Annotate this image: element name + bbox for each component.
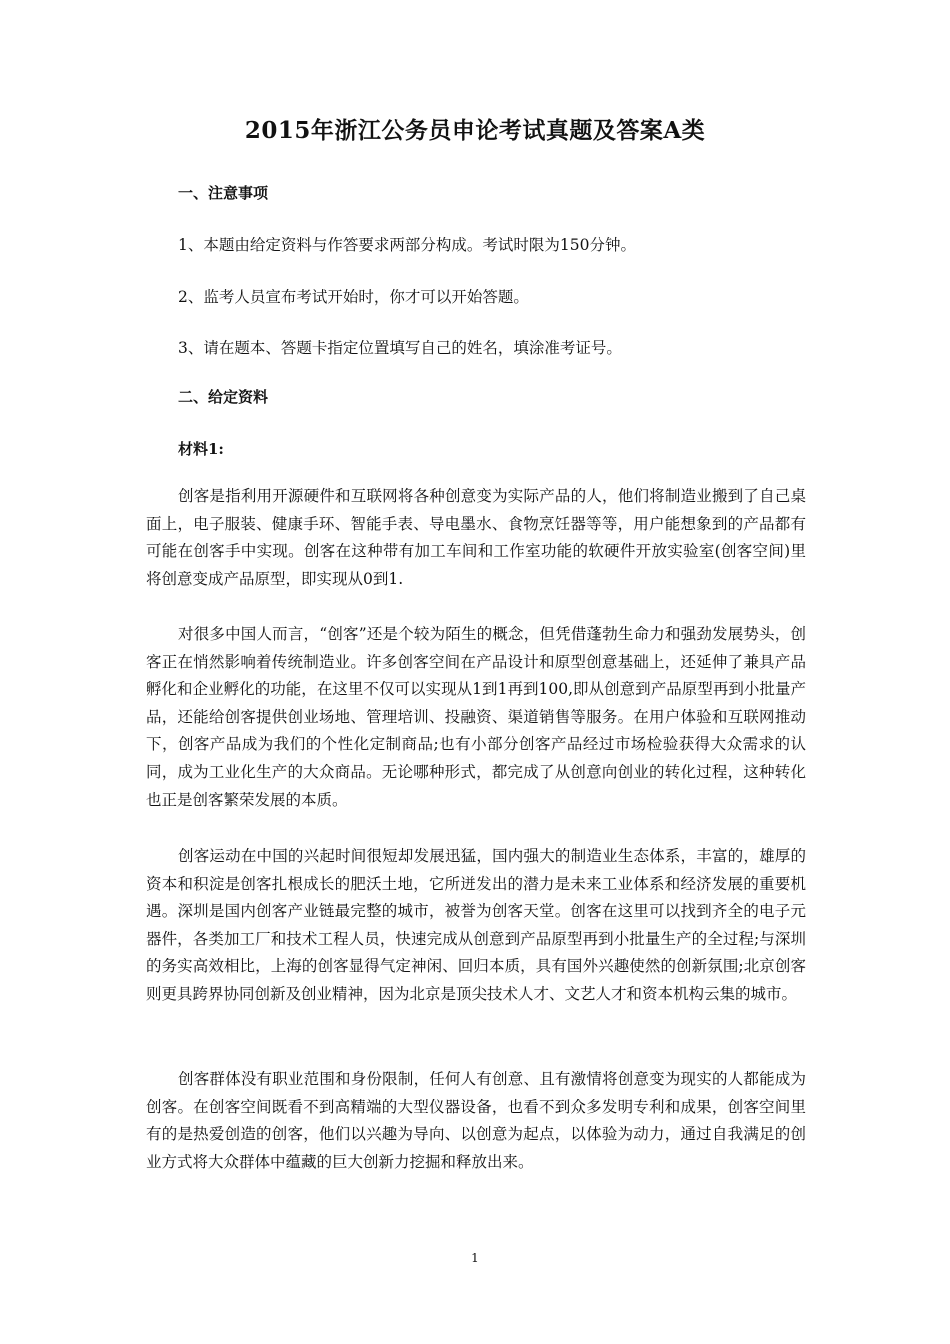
note-item: 1、本题由给定资料与作答要求两部分构成。考试时限为150分钟。 [178, 236, 636, 254]
page-number: 1 [471, 1251, 479, 1265]
note-item: 2、监考人员宣布考试开始时，你才可以开始答题。 [178, 288, 529, 306]
note-item: 3、请在题本、答题卡指定位置填写自己的姓名，填涂准考证号。 [178, 339, 622, 357]
material-paragraph: 创客群体没有职业范围和身份限制，任何人有创意、且有激情将创意变为现实的人都能成为创客。在创客空间既看不到高精端的大型仪器设备，也看不到众多发明专利和成果，创客空间里有的是热爱创造的创客，他们以兴趣为导向、以创意为起点，以体验为动力，通过自我满足的创业方式将大众群体中蕴藏的巨大创新力挖掘和释放出来。 [146, 1070, 806, 1171]
material-label: 材料1: [178, 440, 224, 458]
document-title: 2015年浙江公务员申论考试真题及答案A类 [244, 117, 706, 144]
material-paragraph: 创客是指利用开源硬件和互联网将各种创意变为实际产品的人，他们将制造业搬到了自己桌面上，电子服装、健康手环、智能手表、导电墨水、食物烹饪器等等，用户能想象到的产品都有可能在创客手中实现。创客在这种带有加工车间和工作室功能的软硬件开放实验室(创客空间)里将创意变成产品原型，即实现从0到1. [146, 487, 806, 588]
material-paragraph: 创客运动在中国的兴起时间很短却发展迅猛，国内强大的制造业生态体系，丰富的，雄厚的资本和积淀是创客扎根成长的肥沃土地，它所迸发出的潜力是未来工业体系和经济发展的重要机遇。深圳是国内创客产业链最完整的城市，被誉为创客天堂。创客在这里可以找到齐全的电子元器件，各类加工厂和技术工程人员，快速完成从创意到产品原型再到小批量生产的全过程;与深圳的务实高效相比，上海的创客显得气定神闲、回归本质，具有国外兴趣使然的创新氛围;北京创客则更具跨界协同创新及创业精神，因为北京是顶尖技术人才、文艺人才和资本机构云集的城市。 [146, 847, 806, 1003]
material-paragraph: 对很多中国人而言，“创客”还是个较为陌生的概念，但凭借蓬勃生命力和强劲发展势头，创客正在悄然影响着传统制造业。许多创客空间在产品设计和原型创意基础上，还延伸了兼具产品孵化和企业孵化的功能，在这里不仅可以实现从1到1再到100,即从创意到产品原型再到小批量产品，还能给创客提供创业场地、管理培训、投融资、渠道销售等服务。在用户体验和互联网推动下，创客产品成为我们的个性化定制商品;也有小部分创客产品经过市场检验获得大众需求的认同，成为工业化生产的大众商品。无论哪种形式，都完成了从创意向创业的转化过程，这种转化也正是创客繁荣发展的本质。 [146, 625, 806, 809]
section-heading-notes: 一、注意事项 [178, 184, 269, 202]
section-heading-materials: 二、给定资料 [178, 388, 269, 406]
